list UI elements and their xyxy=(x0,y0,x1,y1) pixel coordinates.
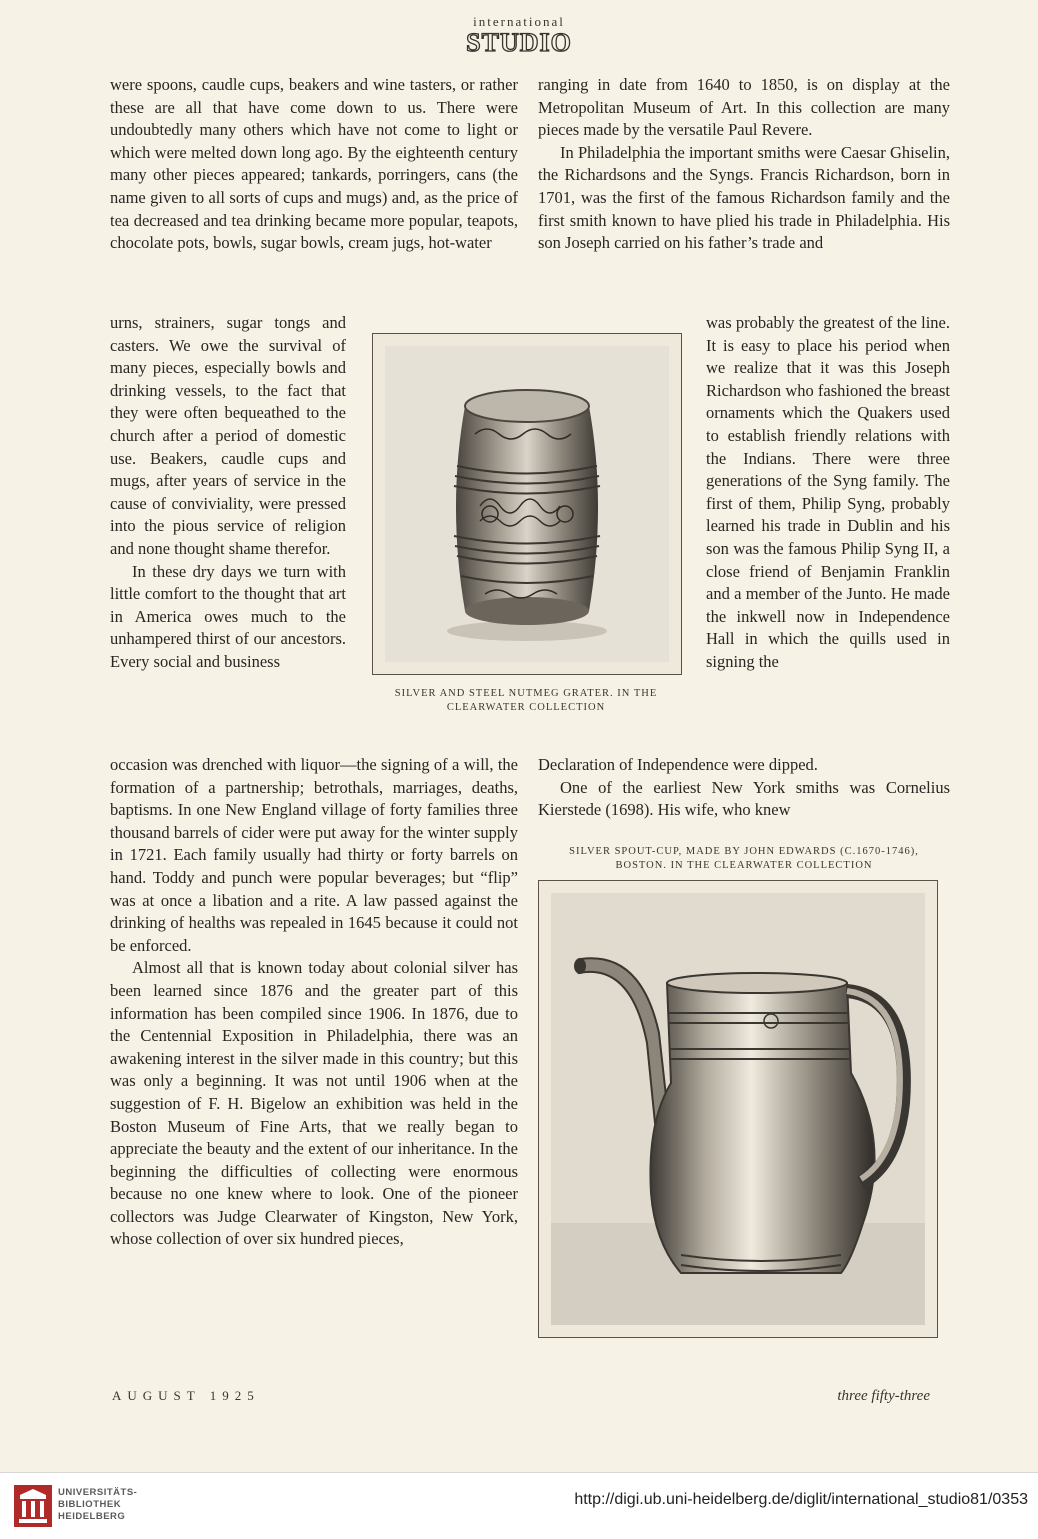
paragraph: In Philadelphia the important smiths were Caesar Ghiselin, the Richardsons and the Syngs. Francis Richardson, born in 1701, was the first of the famous Richardson family and the first smith known to have plied his trade in Philadelphia. His son Joseph carried on his father’s trade and xyxy=(538,142,950,253)
spout-cup-caption xyxy=(538,845,950,873)
logo-line: HEIDELBERG xyxy=(58,1511,126,1522)
paragraph: were spoons, caudle cups, beakers and wine tasters, or rather these are all that have come down to us. There were undoubtedly many others which have not come to light or which were melted down long ago. By the eighteenth century many other pieces appeared; tankards, porringers, cans (the name given to all sorts of cups and mugs) and, as the price of tea decreased and tea drinking became more popular, teapots, chocolate pots, bowls, sugar bowls, cream jugs, hot-water xyxy=(110,75,518,253)
library-footer-bar xyxy=(0,1472,1038,1539)
issue-date: AUGUST 1925 xyxy=(112,1388,260,1403)
paragraph: Almost all that is known today about colonial silver has been learned since 1876 and the greater part of this information has been compiled since 1906. In 1876, due to the Centennial Exposition in Philadelphia, there was an awakening interest in the silver made in this country; but this was only a beginning. It was not until 1906 when at the suggestion of F. H. Bigelow an exhibition was held in the Boston Museum of Fine Arts, that we really began to appreciate the beauty and the extent of our inheritance. In the beginning the difficulties of collecting were enormous because no one knew where to look. One of the pioneer collectors was Judge Clearwater of Kingston, New York, whose collection of over six hundred pieces, xyxy=(110,958,518,1249)
paragraph: urns, strainers, sugar tongs and casters. We owe the survival of many pieces, especially bowls and drinking vessels, to the fact that they were often bequeathed to the church after a period of domestic use. Beakers, caudle cups and mugs, after years of service in the cause of conviviality, were pressed into the pious service of religion and none thought shame therefor. xyxy=(110,313,346,558)
caption-line: BOSTON. IN THE CLEARWATER COLLECTION xyxy=(615,860,873,871)
page-number: three fifty-three xyxy=(837,1388,930,1404)
right-column-top-text xyxy=(538,74,950,255)
library-logo-text xyxy=(58,1487,137,1523)
masthead-title-top: international xyxy=(473,14,565,29)
right-column-narrow-text xyxy=(706,312,950,674)
nutmeg-grater-caption xyxy=(362,687,690,715)
left-column-top-text xyxy=(110,74,518,255)
left-column-narrow-text xyxy=(110,312,346,674)
logo-line: UNIVERSITÄTS- xyxy=(58,1487,138,1498)
right-column-bottom-text xyxy=(538,754,950,822)
nutmeg-grater-illustration xyxy=(385,346,669,662)
paragraph: One of the earliest New York smiths was Cornelius Kierstede (1698). His wife, who knew xyxy=(538,777,950,820)
source-url-link[interactable]: http://digi.ub.uni-heidelberg.de/diglit/international_studio81/0353 xyxy=(574,1491,1028,1508)
left-column-bottom-text xyxy=(110,754,518,1251)
spout-cup-illustration xyxy=(551,893,925,1325)
spout-cup-photo xyxy=(538,880,938,1338)
caption-line: CLEARWATER COLLECTION xyxy=(446,702,606,713)
paragraph: occasion was drenched with liquor—the signing of a will, the formation of a partnership; betrothals, marriages, deaths, baptisms. In one New England village of forty families three thousand barrels of cider were put away for the winter supply in 1721. Each family usually had thirty or forty barrels on hand. Toddy and punch were popular beverages; but “flip” was at once a libation and a rite. A law passed against the drinking of healths was repealed in 1645 because it could not be enforced. xyxy=(110,755,518,955)
paragraph: In these dry days we turn with little comfort to the thought that art in America owes much to the unhampered thirst of our ancestors. Every social and business xyxy=(110,561,346,671)
caption-line: SILVER AND STEEL NUTMEG GRATER. IN THE xyxy=(394,688,658,699)
paragraph: was probably the greatest of the line. It is easy to place his period when we realize that it was this Joseph Richardson who fashioned the breast ornaments which the Quakers used to establish friendly relations with the Indians. There were three generations of the Syng family. The first of them, Philip Syng, probably learned his trade in Dublin and his son was the famous Philip Syng II, a close friend of Benjamin Franklin and a member of the Junto. He made the inkwell now in Independence Hall in which the quills used in signing the xyxy=(706,313,950,671)
library-logo-icon xyxy=(14,1485,52,1527)
paragraph: Declaration of Independence were dipped. xyxy=(538,755,818,774)
nutmeg-grater-photo xyxy=(372,333,682,675)
caption-line: SILVER SPOUT-CUP, MADE BY JOHN EDWARDS (C.1670-1746), xyxy=(569,846,919,857)
logo-line: BIBLIOTHEK xyxy=(58,1499,122,1510)
masthead-title-bottom: STUDIO xyxy=(466,28,572,57)
paragraph: ranging in date from 1640 to 1850, is on display at the Metropolitan Museum of Art. In this collection are many pieces made by the versatile Paul Revere. xyxy=(538,75,950,140)
